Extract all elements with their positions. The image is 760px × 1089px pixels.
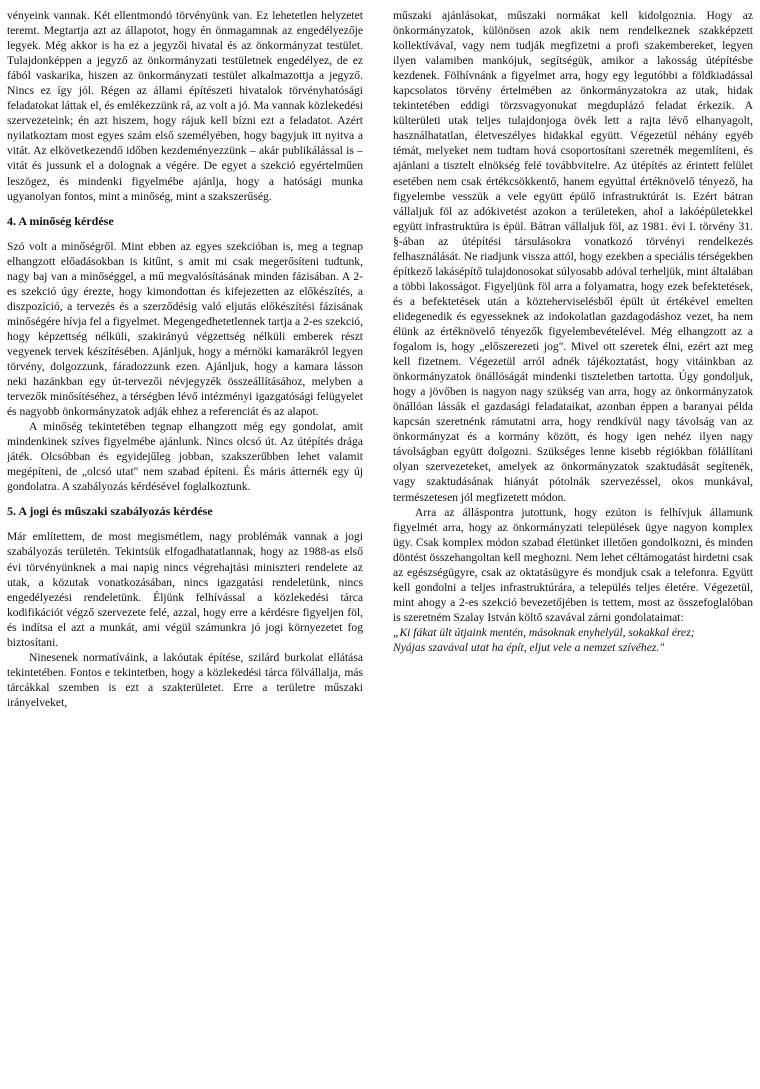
- paragraph: vényeink vannak. Két ellentmondó törvényünk van. Ez lehetetlen helyzetet teremt. Megtartja azt az állapotot, hogy én önmagamnak az engedélyezője legyek. Még akkor is ha ez a jegyzői hivatal és az önkormányzat testület. Tulajdonképpen a jegyző az önkormányzati testületnek engedélyez, de ez fából vaskarika, hiszen az önkormányzati testület alkalmazottja a jegyző. Nincs ez így jól. Régen az állami építészeti hivatalok törvényhatósági feladatokat láttak el, és emlékezzünk rá, az volt a jó. Ma vannak közlekedési szervezeteink; én azt hiszem, hogy rájuk kell bízni ezt a feladatot. Azért nyilatkoztam most egyes szám első személyében, hogy bagyjuk itt nyitva a vitát. Az elkövetkezendő időben kezdeményezzünk – akár publikálással is – vitát és jussunk el a dolognak a végére. De egyet a szekció egyértelműen leszögez, és mindenki figyelmébe ajánlja, hogy a hatósági munka ugyanolyan fontos, mint a minőség, mint a szakszerűség.: [7, 9, 363, 203]
- paragraph: Arra az álláspontra jutottunk, hogy ezúton is felhívjuk államunk figyelmét arra, hogy az önkormányzati települések ügye nagyon komplex ügy. Csak komplex módon szabad életünket illetően gondolkozni, és minden döntést összehangoltan kell meghozni. Nem lehet céltámogatást hirdetni csak az egészségügyre, csak az oktatásügyre és mondjuk csak a telefonra. Együtt kell gondolni a teljes infrastruktúrára, a település teljes életére. Végezetül, mint ahogy a 2-es szekció bevezetőjében is tettem, most az összefoglalóban is szeretném Szalay István költő szavával zárni gondolataimat:: [393, 505, 753, 624]
- paragraph: Ninesenek normatíváink, a lakóutak építése, szilárd burkolat ellátása tekintetében. Fontos e tekintetben, hogy a közlekedési tárca fölvállalja, más tárcákkal szemben is ezt a szakterületet. Erre a területre műszaki irányelveket,: [7, 650, 363, 709]
- right-column: [393, 8, 753, 1077]
- poem-quote-line-1: „Ki fákat ült útjaink mentén, másoknak enyhelyül, sokakkal érez;: [393, 625, 695, 639]
- paragraph: Szó volt a minőségről. Mint ebben az egyes szekcióban is, meg a tegnap elhangzott előadásokban is kitűnt, s amit mi csak megerősíteni tudtunk, nagy baj van a minőséggel, a mű megvalósításának minden fázisában. A 2-es szekció úgy érezte, hogy kimondottan és kifejezetten az előkészítés, a diszpozíció, a tervezés és a szerződésig való eljutás előkészítési fázisának minőségére hívja fel a figyelmet. Megengedhetetlennek tartja a 2-es szekció, hogy képzettség nélküli, szakirányú végzettség nélküli emberek részt vegyenek tervek készítésében. Ajánljuk, hogy a mérnöki kamarákról legyen törvény, dolgozzunk, fáradozzunk ezen. Ajánljuk, hogy a kamara lásson neki hazánkban egy út-tervezői névjegyzék összeállításához, melyben a tervezők minősítéséhez, a térségben lévő intézményi igazgatósági felügyelet és nagyobb önkormányzatok adják ehhez a referenciát és az alapot.: [7, 239, 363, 419]
- paragraph: A minőség tekintetében tegnap elhangzott még egy gondolat, amit mindenkinek szíves figyelmébe ajánlunk. Nincs olcsó út. Az útépítés drága játék. Olcsóbban és egyidejűleg jobban, szakszerűbben lehet valamit megépíteni, de „olcsó utat" nem szabad építeni. És máris átternék egy új gondolatra. A szabályozás kérdésével foglalkoztunk.: [7, 420, 363, 494]
- poem-quote-line-2: Nyájas szavával utat ha épít, eljut vele a nemzet szívéhez.": [393, 640, 665, 654]
- paragraph: Már említettem, de most megismétlem, nagy problémák vannak a jogi szabályozás területén. Tekintsük elfogadhatatlannak, hogy az 1988-as első évi törvényünknek a mai napig nincs végrehajtási miniszteri rendelete az utak, a közutak vonatkozásában, nincs igazgatási rendeletünk, nincs engedélyezési rendeletünk. Éljünk felhívással a közlekedési tárca kodifikációt végző szervezete felé, azzal, hogy erre a kérdésre figyeljen föl, és indítsa el azt a munkát, ami végül számunkra jó jogi környezetet fog biztosítani.: [7, 530, 363, 649]
- left-column: [7, 8, 363, 1077]
- section-heading-5: 5. A jogi és műszaki szabályozás kérdése: [7, 504, 213, 519]
- section-heading-4: 4. A minőség kérdése: [7, 213, 114, 228]
- paragraph: műszaki ajánlásokat, műszaki normákat kell kidolgoznia. Hogy az önkormányzatok, különösen azok akik nem rendelkeznek szakképzett kollektívával, vagy nem tudják megfizetni a profi szakembereket, legyen ilyen valamiben mankójuk, segítségük, amikor a lakosság útépítésbe kezdenek. Fölhívnánk a figyelmet arra, hogy egy legutóbbi a földkiadással kapcsolatos törvény értelmében az önkormányzatokra az utak, hidak tekintetében eddigi törzsvagyonukat megduplázó feladat érkezik. A külterületi utak teljes tulajdonjoga övék lett a rajta lévő elhanyagolt, használhatatlan, életveszélyes hidakkal együtt. Végezetül néhány egyéb témát, melyeket nem tudtam hová csoportosítani szeretnék megemlíteni, és ajánlani a tisztelt elnökség felé továbbvitelre. Az útépítés az érintett felület esetében nem csak értékcsökkentő, hanem egyúttal értéknövelő tényező, ha figyelembe vesszük a vele együtt épülő infrastruktúrát is. Ezért bátran vállaljuk föl az adókivetést azokon a területeken, ahol a lakóépületekkel együtt infrastruktúra is épül. Bátran vállaljuk föl, az 1981. évi I. törvény 31. §-ában az útépítési társulásokra vonatkozó törvényi rendelkezés felhasználását. Ne riadjunk vissza attól, hogy ezekben a speciális térségekben építkező lakásépítő tulajdonosokat súlyosabb adóval terheljük, mint általában a többi lakosságot. Figyeljünk föl arra a folyamatra, hogy ezek befektetések, és a befektetések után a közteherviselésből épült út értékével emelten elidegenedik és egyesseknek az indokolatlan gazdagodáshoz vezet, ha nem élünk az értéknövelő tényezők figyelembevételével. Még elhangzott az a fogalom is, hogy „előszerezeti jog". Mivel ott szeretek élni, ezért azt meg kell fizetnem. Végezetül arról adnék tájékoztatást, hogy vitáinkban az önkormányzatok önállóságát mindenki tiszteletben tartotta. Úgy gondoljuk, hogy a jövőben is nagyon nagy szükség van arra, hogy az önkormányzatok önállóan lássák el gazdasági feladataikat, azonban éppen a baranyai példa kapcsán szeretnénk rámutatni arra, hogy rendkívül nagy távolság van az önkormányzat és a kormány között, és hogy igen nehéz ilyen nagy távolságban együtt dolgozni. Szükséges lenne kisebb régiókban fölállítani olyan szervezeteket, amelyek az önkormányzatok szaktudását segítenék, vagy szaktudásának hiányát pótolnák szervezéssel, okos munkával, természetesen jól megfizetett módon.: [393, 9, 753, 504]
